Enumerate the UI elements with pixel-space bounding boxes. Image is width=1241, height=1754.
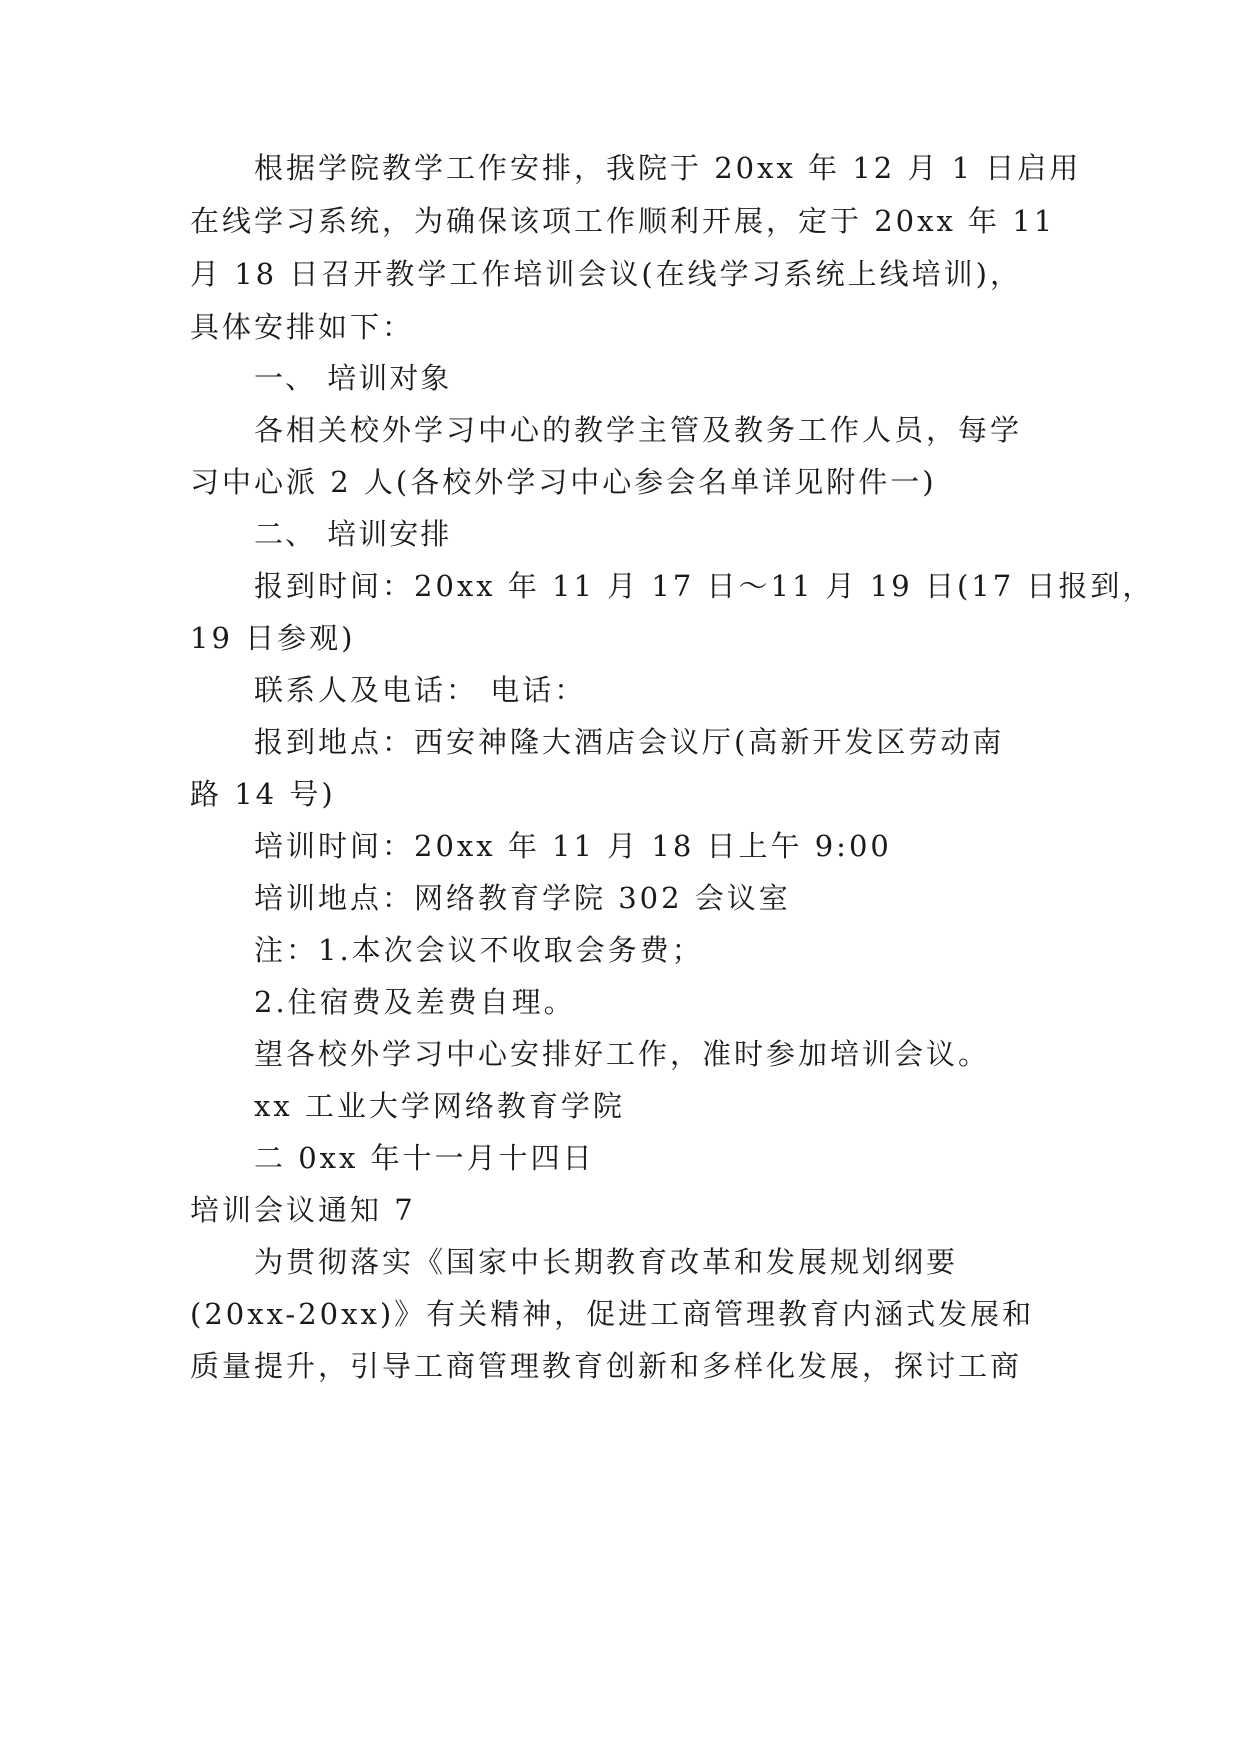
paragraph-line: 报到时间：20xx 年 11 月 17 日～11 月 19 日(17 日报到，	[254, 569, 1155, 603]
paragraph-line: 为贯彻落实《国家中长期教育改革和发展规划纲要	[254, 1245, 959, 1279]
paragraph-line: 注：1.本次会议不收取会务费；	[254, 933, 704, 967]
paragraph-line: 习中心派 2 人(各校外学习中心参会名单详见附件一)	[190, 465, 937, 499]
section-heading: 二、 培训安排	[254, 517, 452, 551]
paragraph-line: (20xx-20xx)》有关精神，促进工商管理教育内涵式发展和	[190, 1297, 1035, 1331]
paragraph-line: 路 14 号)	[190, 777, 336, 811]
signature-date: 二 0xx 年十一月十四日	[254, 1141, 595, 1175]
paragraph-line: 望各校外学习中心安排好工作，准时参加培训会议。	[254, 1037, 991, 1071]
paragraph-line: 培训时间：20xx 年 11 月 18 日上午 9:00	[254, 829, 892, 863]
paragraph-line: 根据学院教学工作安排，我院于 20xx 年 12 月 1 日启用	[254, 151, 1082, 185]
document-title: 培训会议通知 7	[190, 1193, 416, 1227]
paragraph-line: 各相关校外学习中心的教学主管及教务工作人员，每学	[254, 413, 1023, 447]
section-heading: 一、 培训对象	[254, 361, 452, 395]
signature-org: xx 工业大学网络教育学院	[254, 1089, 625, 1123]
paragraph-line: 月 18 日召开教学工作培训会议(在线学习系统上线培训)，	[190, 257, 1022, 291]
paragraph-line: 报到地点：西安神隆大酒店会议厅(高新开发区劳动南	[254, 725, 1005, 759]
paragraph-line: 19 日参观)	[190, 621, 356, 655]
paragraph-line: 在线学习系统，为确保该项工作顺利开展，定于 20xx 年 11	[190, 204, 1056, 238]
paragraph-line: 2.住宿费及差费自理。	[254, 985, 576, 1019]
paragraph-line: 培训地点：网络教育学院 302 会议室	[254, 881, 791, 915]
paragraph-line: 联系人及电话： 电话：	[254, 673, 587, 707]
paragraph-line: 具体安排如下：	[190, 310, 415, 344]
paragraph-line: 质量提升，引导工商管理教育创新和多样化发展，探讨工商	[190, 1349, 1023, 1383]
